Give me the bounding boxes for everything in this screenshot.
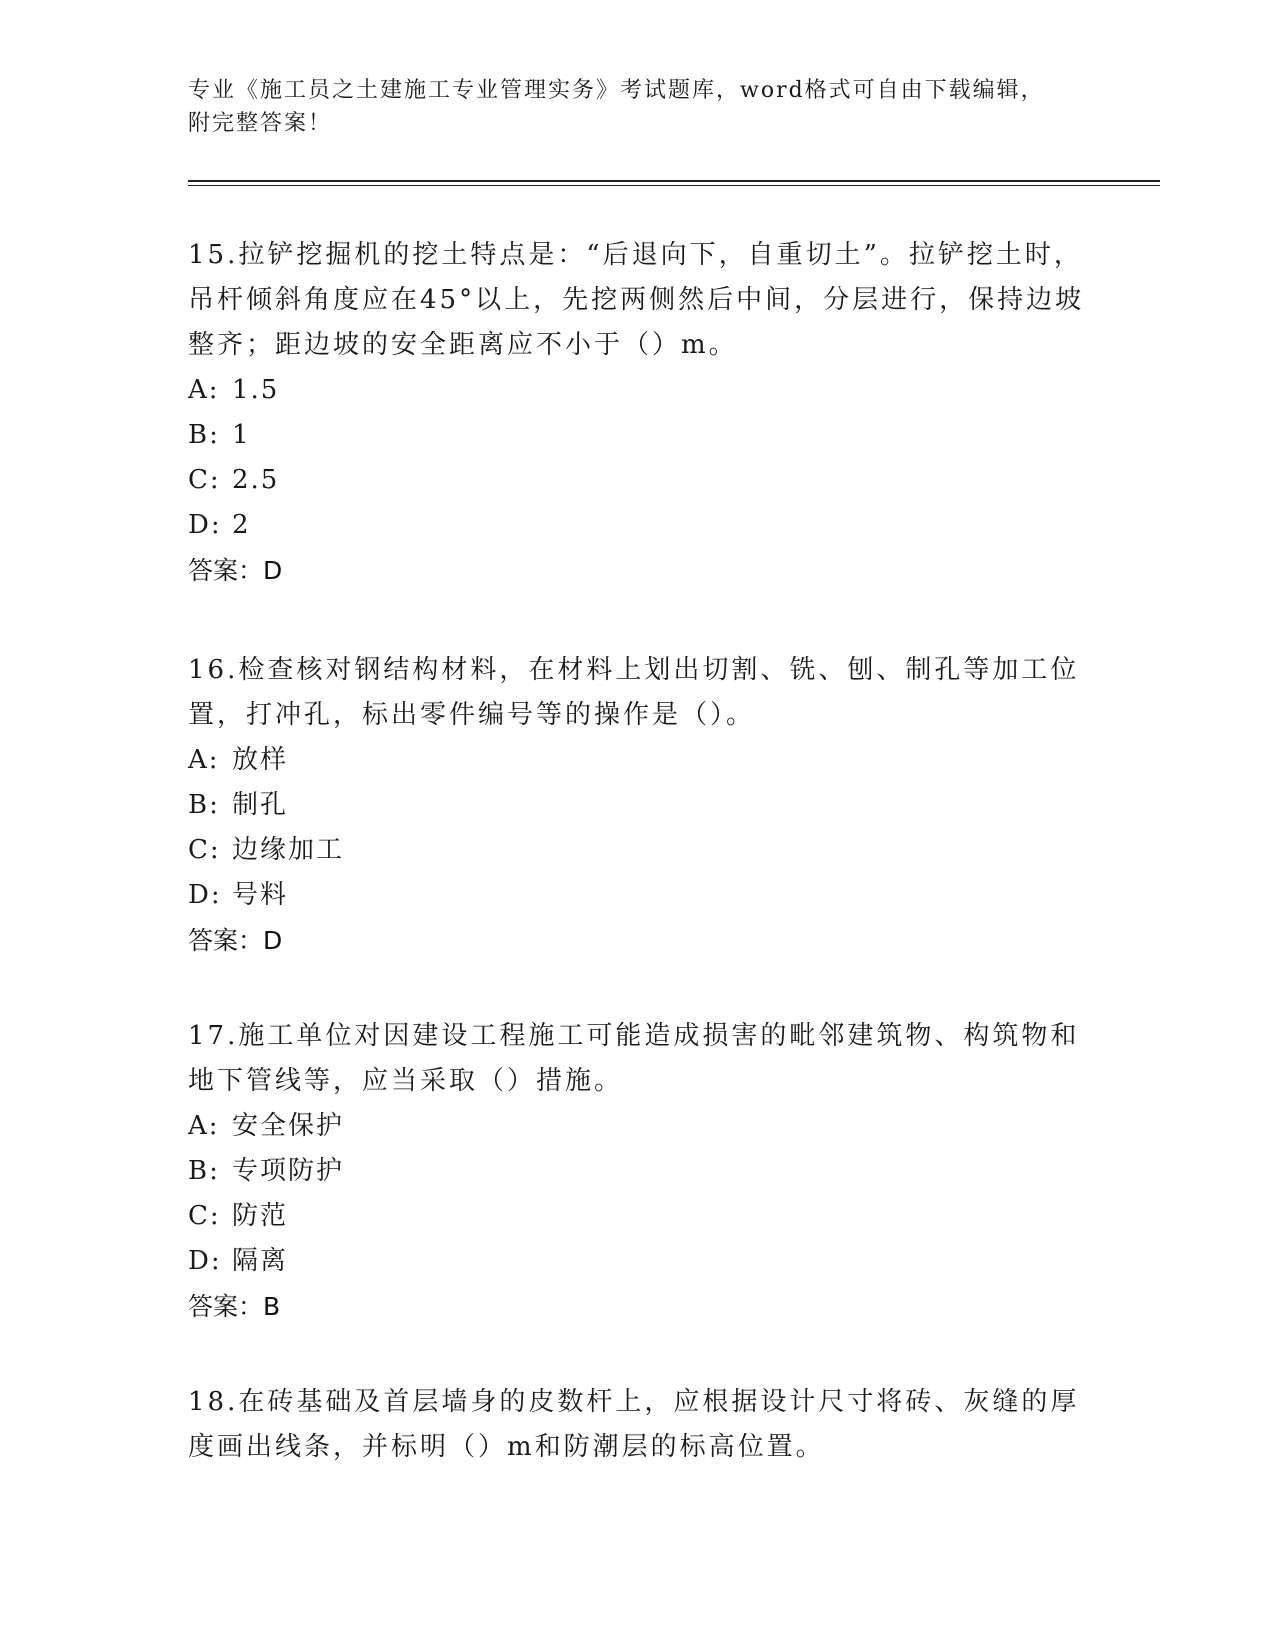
question-text: 15.拉铲挖掘机的挖土特点是：“后退向下，自重切土”。拉铲挖土时，吊杆倾斜角度应在45°以上，先挖两侧然后中间，分层进行，保持边坡整齐；距边坡的安全距离应不小于（）m。: [188, 240, 1085, 360]
question-text: 18.在砖基础及首层墙身的皮数杆上，应根据设计尺寸将砖、灰缝的厚度画出线条，并标明（）m和防潮层的标高位置。: [188, 1387, 1080, 1462]
header-divider-thin: [188, 185, 1160, 186]
option-text: 2: [232, 510, 251, 540]
answer-label: 答案：D: [188, 556, 283, 585]
option-c: [188, 828, 1088, 873]
question-16: [188, 648, 1088, 963]
option-letter: B:: [188, 420, 220, 450]
option-text: 2.5: [232, 465, 280, 495]
option-c: [188, 1194, 1088, 1239]
answer-label: 答案：B: [188, 1292, 281, 1321]
option-text: 1.5: [232, 375, 280, 405]
option-text: 专项防护: [232, 1156, 345, 1186]
option-d: [188, 1239, 1088, 1284]
option-text: 隔离: [232, 1246, 289, 1276]
option-text: 制孔: [232, 790, 289, 820]
answer-label: 答案：D: [188, 926, 283, 955]
option-text: 安全保护: [232, 1111, 345, 1141]
option-d: [188, 873, 1088, 918]
option-letter: D:: [188, 510, 222, 540]
question-15: [188, 233, 1088, 593]
question-text: 17.施工单位对因建设工程施工可能造成损害的毗邻建筑物、构筑物和地下管线等，应当采取（）措施。: [188, 1021, 1080, 1096]
option-b: [188, 413, 1088, 458]
question-18: [188, 1380, 1088, 1470]
option-letter: B:: [188, 790, 220, 820]
option-letter: C:: [188, 835, 221, 865]
option-b: [188, 1149, 1088, 1194]
option-letter: D:: [188, 880, 222, 910]
question-17: [188, 1014, 1088, 1329]
option-letter: B:: [188, 1156, 220, 1186]
option-text: 防范: [232, 1201, 289, 1231]
option-d: [188, 503, 1088, 548]
option-letter: C:: [188, 465, 221, 495]
option-b: [188, 783, 1088, 828]
option-letter: A:: [188, 745, 220, 775]
option-a: [188, 1104, 1088, 1149]
option-letter: D:: [188, 1246, 222, 1276]
option-letter: A:: [188, 1111, 220, 1141]
option-a: [188, 368, 1088, 413]
option-text: 放样: [232, 745, 289, 775]
question-text: 16.检查核对钢结构材料，在材料上划出切割、铣、刨、制孔等加工位置，打冲孔，标出零件编号等的操作是（）。: [188, 655, 1080, 730]
option-letter: A:: [188, 375, 220, 405]
document-header: 专业《施工员之土建施工专业管理实务》考试题库，word格式可自由下载编辑，附完整答案！: [188, 78, 1045, 136]
option-letter: C:: [188, 1201, 221, 1231]
option-text: 1: [232, 420, 251, 450]
option-text: 边缘加工: [232, 835, 345, 865]
option-text: 号料: [232, 880, 289, 910]
header-divider-thick: [188, 180, 1160, 182]
option-c: [188, 458, 1088, 503]
option-a: [188, 738, 1088, 783]
